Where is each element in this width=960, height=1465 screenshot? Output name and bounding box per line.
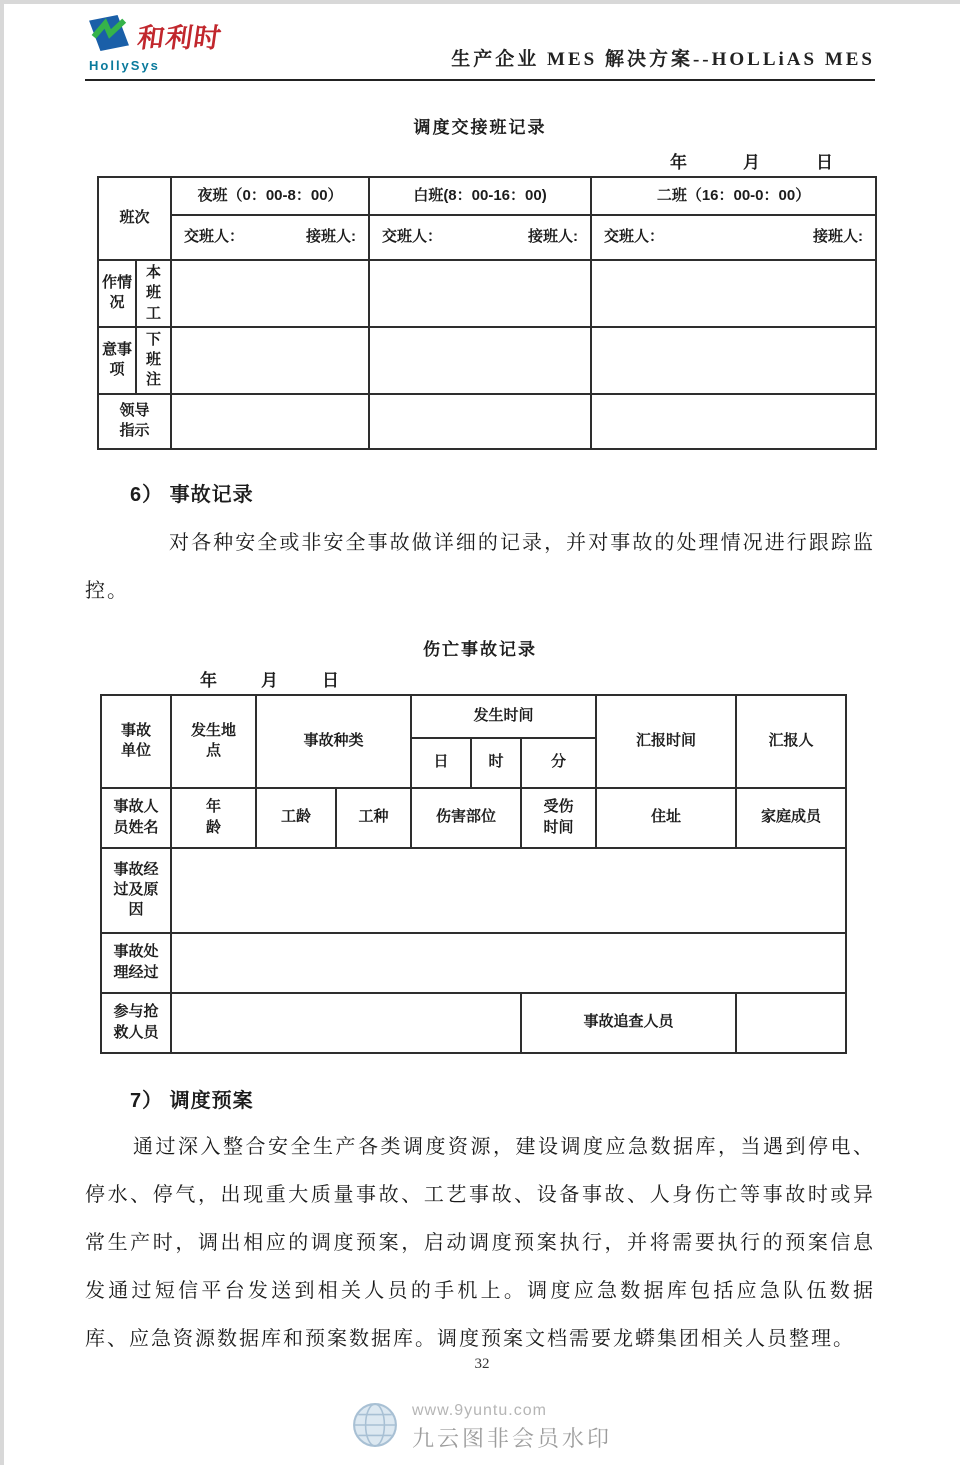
date-month-label: 月: [261, 670, 278, 690]
handover-out-label: 交班人：: [604, 228, 665, 246]
shift-table-date-line: [670, 148, 875, 173]
document-title: 生产企业 MES 解决方案--HOLLiAS MES: [451, 49, 875, 70]
date-month-label: 月: [743, 153, 760, 172]
cell-accident-unit: [101, 695, 171, 788]
empty-cell: [591, 394, 876, 449]
cell-report-time: 汇报时间: [596, 695, 736, 788]
cell-shift-label: 班次: [98, 177, 171, 260]
empty-cell: [369, 260, 591, 327]
cell-reporter: 汇报人: [736, 695, 846, 788]
date-day-label: 日: [816, 153, 833, 172]
cell-person-name: [101, 788, 171, 848]
empty-cell: [171, 394, 369, 449]
handover-out-label: 交班人：: [382, 228, 443, 246]
empty-cell: [171, 933, 846, 993]
accident-table-date-line: [200, 666, 875, 691]
empty-cell: [171, 327, 369, 394]
cell-age: [171, 788, 256, 848]
handling-process-label: 事故处理经过: [113, 943, 159, 981]
cell-investigate-people: 事故追查人员: [521, 993, 736, 1053]
cell-service-years: 工龄: [256, 788, 336, 848]
date-day-label: 日: [322, 670, 339, 690]
leader-directive-label: 领导指示: [119, 401, 150, 439]
empty-cell: [369, 327, 591, 394]
accident-place-label: 发生地点: [190, 721, 236, 759]
cell-rescue-people: [101, 993, 171, 1053]
empty-cell: [171, 993, 521, 1053]
section6-heading: 6） 事故记录: [130, 483, 254, 506]
cell-handling-process: [101, 933, 171, 993]
shift-handover-table: [97, 176, 877, 450]
handover-in-label: 接班人:: [813, 228, 864, 246]
cell-hour: 时: [471, 738, 521, 788]
person-name-label: 事故人员姓名: [113, 798, 159, 836]
accident-process-label: 事故经过及原因: [113, 860, 159, 919]
cell-handover-day: [369, 215, 591, 260]
cell-shift-second: 二班（16：00-0：00）: [591, 177, 876, 215]
age-label: 年龄: [205, 798, 221, 836]
empty-cell: [369, 394, 591, 449]
cell-shift-night: 夜班（0：00-8：00）: [171, 177, 369, 215]
rescue-people-label: 参与抢救人员: [113, 1003, 159, 1041]
globe-icon: [352, 1402, 398, 1453]
cell-work-outer: 作情况: [98, 260, 136, 327]
cell-minute: 分: [521, 738, 596, 788]
empty-cell: [171, 848, 846, 933]
section6-paragraph: 对各种安全或非安全事故做详细的记录，并对事故的处理情况进行跟踪监控。: [85, 531, 875, 602]
cell-note-inner: 下班注: [136, 327, 171, 394]
cell-address: 住址: [596, 788, 736, 848]
section7-heading: 7） 调度预案: [130, 1089, 254, 1112]
handover-in-label: 接班人:: [528, 228, 579, 246]
hollysys-logo: [85, 14, 222, 73]
date-year-label: 年: [200, 670, 217, 690]
cell-day: 日: [411, 738, 471, 788]
cell-family: 家庭成员: [736, 788, 846, 848]
cell-accident-process: [101, 848, 171, 933]
cell-handover-night: [171, 215, 369, 260]
cell-leader-directive: [98, 394, 171, 449]
page-header: [85, 14, 875, 81]
page-number: 32: [474, 1356, 490, 1372]
empty-cell: [591, 260, 876, 327]
watermark-url: www.9yuntu.com: [411, 1402, 547, 1419]
handover-in-label: 接班人:: [306, 228, 357, 246]
cell-shift-day: 白班(8：00-16：00): [369, 177, 591, 215]
cell-work-inner: 本班工: [136, 260, 171, 327]
date-year-label: 年: [670, 153, 687, 172]
handover-out-label: 交班人：: [184, 228, 245, 246]
hollysys-logo-icon: [85, 14, 133, 57]
logo-en-text: HollySys: [89, 58, 160, 73]
cell-accident-type: 事故种类: [256, 695, 411, 788]
section7-paragraph: 通过深入整合安全生产各类调度资源，建设调度应急数据库，当遇到停电、停水、停气，出现重大质量事故、工艺事故、设备事故、人身伤亡等事故时或异常生产时，调出相应的调度预案，启动调度预案执行，并将需要执行的预案信息发通过短信平台发送到相关人员的手机上。调度应急数据库包括应急队伍数据库、应急资源数据库和预案数据库。调度预案文档需要龙蟒集团相关人员整理。: [85, 1135, 875, 1350]
watermark: [4, 1402, 960, 1453]
accident-table-title: 伤亡事故记录: [423, 639, 537, 659]
cell-injury-part: 伤害部位: [411, 788, 521, 848]
empty-cell: [591, 327, 876, 394]
cell-injury-time: [521, 788, 596, 848]
casualty-accident-table: [100, 694, 847, 1054]
injury-time-label: 受伤时间: [543, 798, 574, 836]
accident-unit-label: 事故单位: [120, 721, 151, 759]
cell-occur-time: 发生时间: [411, 695, 596, 738]
empty-cell: [171, 260, 369, 327]
shift-table-title: 调度交接班记录: [413, 118, 547, 137]
cell-note-outer: 意事项: [98, 327, 136, 394]
cell-job-type: 工种: [336, 788, 411, 848]
empty-cell: [736, 993, 846, 1053]
cell-handover-second: [591, 215, 876, 260]
logo-cn-text: 和利时: [135, 23, 224, 53]
watermark-label: 九云图非会员水印: [411, 1426, 612, 1451]
cell-accident-place: [171, 695, 256, 788]
